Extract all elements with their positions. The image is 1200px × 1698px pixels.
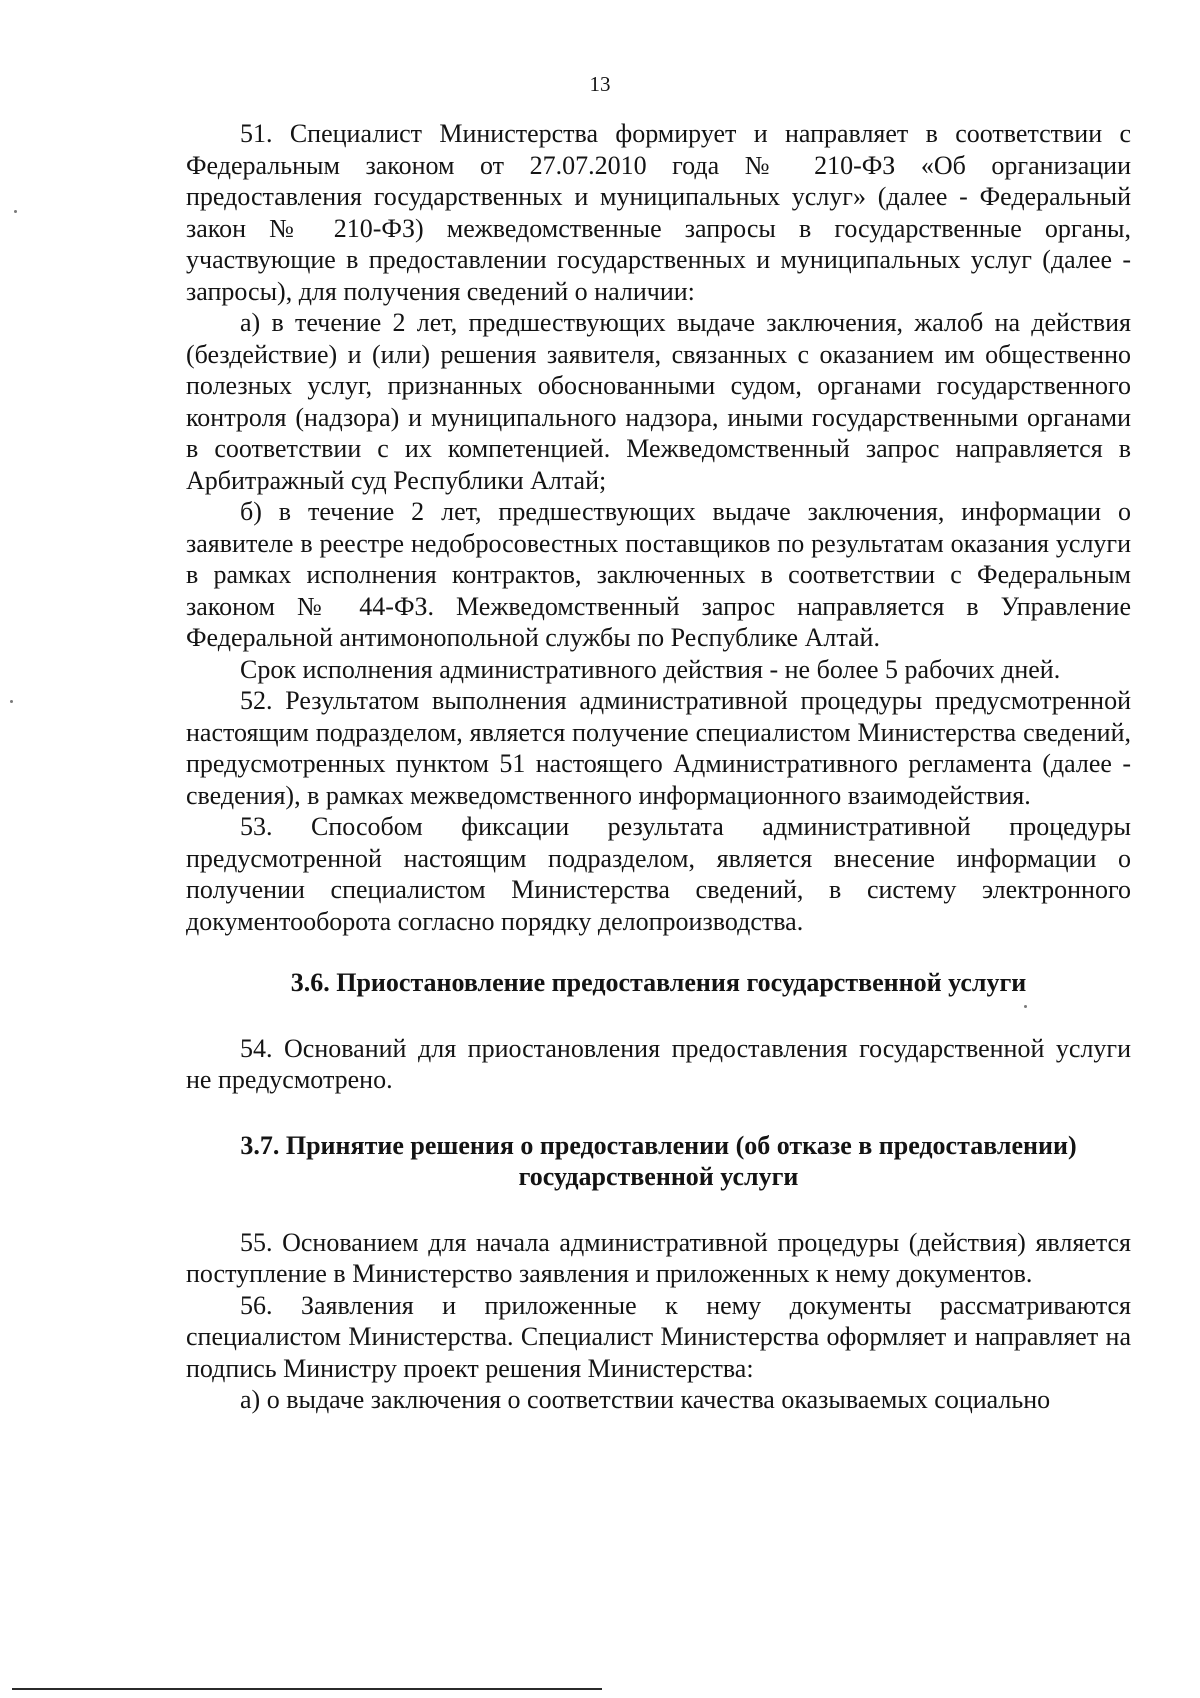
scan-artifact-dot xyxy=(1024,1005,1027,1008)
section-heading-3-7 xyxy=(186,1130,1131,1193)
paragraph-51-b: б) в течение 2 лет, предшествующих выдаче заключения, информации о заявителе в реестре недобросовестных поставщиков по результатам оказания услуги в рамках исполнения контрактов, заключенных в соответствии с Федеральным законом № 44-ФЗ. Межведомственный запрос направляется в Управление Федеральной антимонопольной службы по Республике Алтай. xyxy=(186,497,1131,652)
paragraph-51: 51. Специалист Министерства формирует и направляет в соответствии с Федеральным законом от 27.07.2010 года № 210-ФЗ «Об организации предоставления государственных и муниципальных услуг» (далее - Федеральный закон № 210-ФЗ) межведомственные запросы в государственные органы, участвующие в предоставлении государственных и муниципальных услуг (далее - запросы), для получения сведений о наличии: xyxy=(186,119,1131,306)
paragraph-56-a: а) о выдаче заключения о соответствии качества оказываемых социально xyxy=(240,1385,1051,1414)
document-body xyxy=(186,118,1131,1416)
scan-artifact-dot xyxy=(14,210,17,213)
paragraph-52: 52. Результатом выполнения административной процедуры предусмотренной настоящим подразделом, является получение специалистом Министерства сведений, предусмотренных пунктом 51 настоящего Административного регламента (далее - сведения), в рамках межведомственного информационного взаимодействия. xyxy=(186,686,1131,810)
section-heading-3-7-line-1: 3.7. Принятие решения о предоставлении (об отказе в предоставлении) xyxy=(240,1130,1077,1160)
section-heading-3-7-line-2: государственной услуги xyxy=(518,1162,799,1191)
scan-artifact-dot xyxy=(10,700,13,703)
paragraph-54: 54. Оснований для приостановления предоставления государственной услуги не предусмотрено. xyxy=(186,1033,1131,1094)
footer-rule xyxy=(12,1688,602,1690)
section-heading-3-6: 3.6. Приостановление предоставления государственной услуги xyxy=(290,968,1027,997)
paragraph-51-a: а) в течение 2 лет, предшествующих выдаче заключения, жалоб на действия (бездействие) и (или) решения заявителя, связанных с оказанием им общественно полезных услуг, признанных обоснованными судом, органами государственного контроля (надзора) и муниципального надзора, иными государственными органами в соответствии с их компетенцией. Межведомственный запрос направляется в Арбитражный суд Республики Алтай; xyxy=(186,308,1131,495)
paragraph-55: 55. Основанием для начала административной процедуры (действия) является поступление в Министерство заявления и приложенных к нему документов. xyxy=(186,1227,1131,1288)
paragraph-53: 53. Способом фиксации результата административной процедуры предусмотренной настоящим подразделом, является внесение информации о получении специалистом Министерства сведений, в систему электронного документооборота согласно порядку делопроизводства. xyxy=(186,812,1131,936)
paragraph-51-term: Срок исполнения административного действия - не более 5 рабочих дней. xyxy=(240,654,1061,684)
page-number: 13 xyxy=(589,72,611,96)
paragraph-56: 56. Заявления и приложенные к нему документы рассматриваются специалистом Министерства. Специалист Министерства оформляет и направляет на подпись Министру проект решения Министерства: xyxy=(186,1290,1131,1383)
